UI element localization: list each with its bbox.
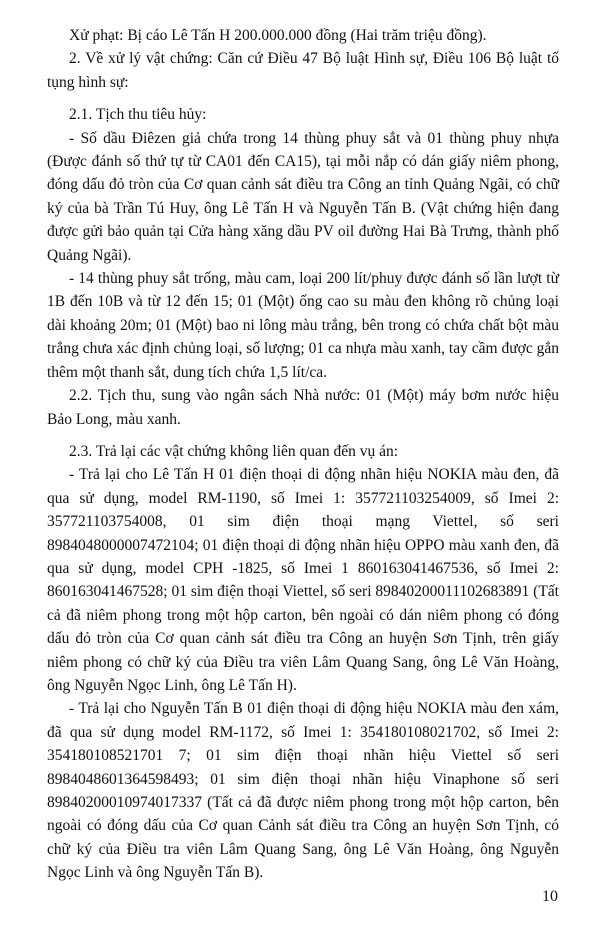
paragraph-empty-drums: - 14 thùng phuy sắt trống, màu cam, loại 200 lít/phuy được đánh số lần lượt từ 1B đến 10B và từ 12 đến 15; 01 (Một) ống cao su màu đen không rõ chủng loại dài khoảng 20m; 01 (Một) bao ni lông màu trắng, bên trong có chứa chất bột màu trắng chưa xác định chủng loại, số lượng; 01 ca nhựa màu xanh, tay cầm được gắn thêm một thanh sắt, dung tích chứa 1,5 lít/ca. <box>47 270 559 381</box>
paragraph-return-le-tan-h: - Trả lại cho Lê Tấn H 01 điện thoại di động nhãn hiệu NOKIA màu đen, đã qua sử dụng, model RM-1190, số Imei 1: 357721103254009, số Imei 2: 357721103754008, 01 sim điện thoại mạng Viettel, số seri 8984048000007472104; 01 điện thoại di động nhãn hiệu OPPO màu xanh đen, đã qua sử dụng, model CPH -1825, số Imei 1 860163041467536, số Imei 2: 860163041467528; 01 sim điện thoại Viettel, số seri 89840200011102683891 (Tất cả đã niêm phong trong một hộp carton, bên ngoài có dán niêm phong có đóng dấu đỏ tròn của Cơ quan cảnh sát điều tra Công an huyện Sơn Tịnh, trên giấy niêm phong có chữ ký của Điều tra viên Lâm Quang Sang, ông Lê Văn Hoàng, ông Nguyễn Ngọc Linh, ông Lê Tấn H). <box>47 466 559 694</box>
page-number: 10 <box>542 888 558 905</box>
document-body <box>47 24 559 885</box>
paragraph-evidence-handling: 2. Về xử lý vật chứng: Căn cứ Điều 47 Bộ luật Hình sự, Điều 106 Bộ luật tố tụng hình sự: <box>47 50 559 91</box>
paragraph-section-2-3-heading: 2.3. Trả lại các vật chứng không liên quan đến vụ án: <box>69 442 399 460</box>
paragraph-diesel-confiscation: - Số dầu Điêzen giả chứa trong 14 thùng phuy sắt và 01 thùng phuy nhựa (Được đánh số thứ tự từ CA01 đến CA15), tại mỗi nắp có dán giấy niêm phong, đóng dấu đỏ tròn của Cơ quan cảnh sát điều tra Công an tỉnh Quảng Ngãi, có chữ ký của bà Trần Tú Huy, ông Lê Tấn H và Nguyễn Tấn B. (Vật chứng hiện đang được gửi bảo quản tại Cửa hàng xăng dầu PV oil đường Hai Bà Trưng, thành phố Quảng Ngãi). <box>47 129 559 264</box>
paragraph-section-2-1-heading: 2.1. Tịch thu tiêu hủy: <box>69 106 207 124</box>
paragraph-section-2-2: 2.2. Tịch thu, sung vào ngân sách Nhà nước: 01 (Một) máy bơm nước hiệu Bảo Long, màu xanh. <box>47 387 559 428</box>
paragraph-return-nguyen-tan-b: - Trả lại cho Nguyễn Tấn B 01 điện thoại di động hiệu NOKIA màu đen xám, đã qua sử dụng model RM-1172, số Imei 1: 354180108021702, số Imei 2: 354180108521701 7; 01 sim điện thoại nhãn hiệu Viettel số seri 8984048601364598493; 01 sim điện thoại nhãn hiệu Vinaphone số seri 89840200010974017337 (Tất cả đã được niêm phong trong một hộp carton, bên ngoài có đóng dấu của Cơ quan Cảnh sát điều tra Công an huyện Sơn Tịnh, có chữ ký của Điều tra viên Lâm Quang Sang, ông Lê Văn Hoàng, ông Nguyễn Ngọc Linh và ông Nguyễn Tấn B). <box>47 700 559 882</box>
paragraph-penalty: Xử phạt: Bị cáo Lê Tấn H 200.000.000 đồng (Hai trăm triệu đồng). <box>69 27 487 44</box>
